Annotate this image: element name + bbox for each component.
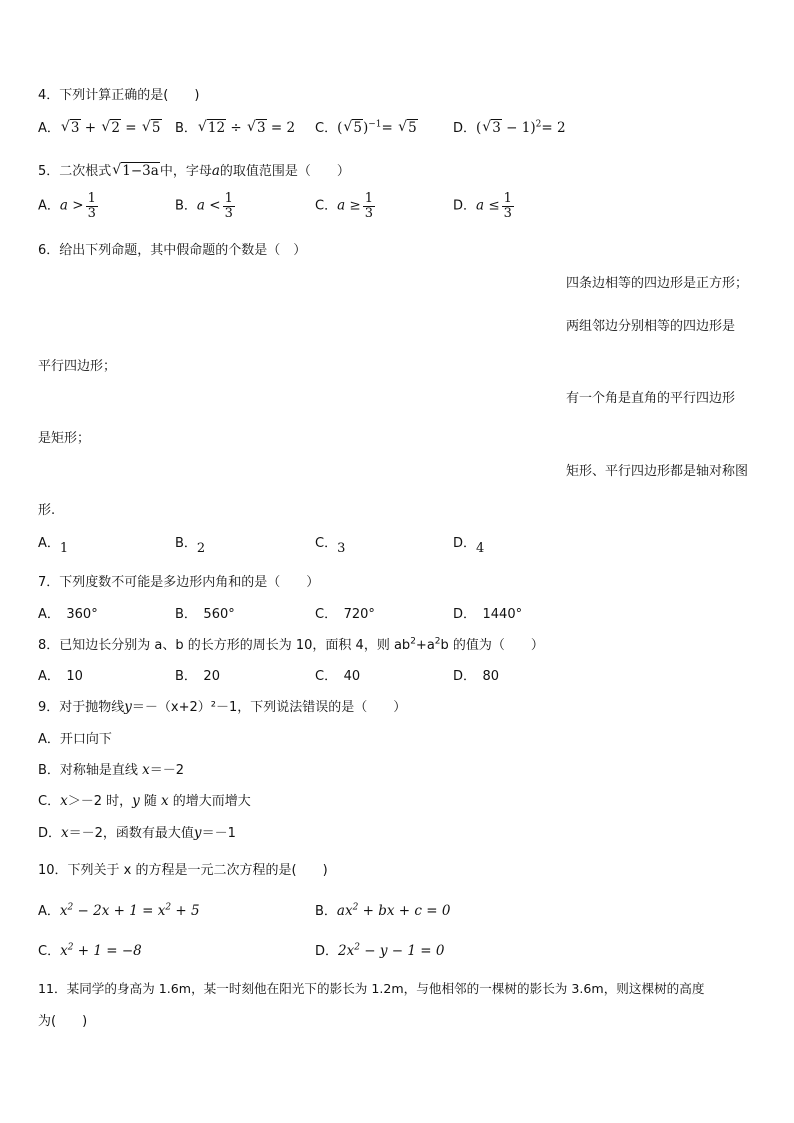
q10-option-b: B．$ax^2$ + bx + c = 0: [315, 902, 451, 919]
q6-option-b: B．2: [175, 536, 206, 556]
question-6-stem: 6．给出下列命题，其中假命题的个数是（ ）: [38, 243, 307, 258]
q9-option-b: B．对称轴是直线 x＝－2: [38, 762, 184, 778]
q5-option-b: B．a < $\frac{1}{3}$: [175, 191, 233, 221]
q7-option-d: D． 1440°: [453, 607, 523, 622]
question-11-stem-line1: 11．某同学的身高为 1.6m，某一时刻他在阳光下的影长为 1.2m，与他相邻的一棵树的影长为 3.6m，则这棵树的高度: [38, 981, 705, 996]
q6-proposition-4b: 形.: [38, 503, 56, 518]
q8-option-c: C． 40: [315, 669, 361, 684]
q6-proposition-3b: 是矩形；: [38, 431, 91, 446]
q5-option-c: C．a ≥ $\frac{1}{3}$: [315, 191, 374, 221]
q6-proposition-2b: 平行四边形；: [38, 359, 117, 374]
question-7-stem: 7．下列度数不可能是多边形内角和的是（ ）: [38, 575, 320, 590]
q8-option-b: B． 20: [175, 669, 220, 684]
q6-proposition-2a: 两组邻边分别相等的四边形是: [566, 319, 736, 334]
q7-option-b: B． 560°: [175, 607, 235, 622]
question-5-stem: 5．二次根式√ 1−3a中，字母a的取值范围是（ ）: [38, 160, 350, 179]
q6-option-a: A．1: [38, 536, 69, 556]
q6-proposition-3a: 有一个角是直角的平行四边形: [566, 391, 736, 406]
q7-option-c: C． 720°: [315, 607, 375, 622]
question-4-stem: 4．下列计算正确的是( ): [38, 88, 200, 103]
q9-option-d: D．x＝－2，函数有最大值y＝－1: [38, 825, 236, 841]
question-11-stem-line2: 为( ): [38, 1014, 88, 1029]
q4-option-b: B．√ 12 ÷ √ 3 = 2: [175, 117, 295, 136]
q7-option-a: A． 360°: [38, 607, 98, 622]
q4-option-a: A．√ 3 + √ 2 = √ 5: [38, 117, 162, 136]
q5-option-d: D．a ≤ $\frac{1}{3}$: [453, 191, 512, 221]
q4-option-c: C．(√ 5)$^{-1}$= √ 5: [315, 117, 418, 136]
q10-option-d: D．$2x^2 - y - 1 = 0$: [315, 942, 445, 959]
question-8-stem: 8．已知边长分别为 a、b 的长方形的周长为 10，面积 4，则 $ab^2+a^2b$ 的值为（ ）: [38, 636, 544, 653]
q9-option-c: C．x＞－2 时，y 随 x 的增大而增大: [38, 793, 251, 809]
q6-option-d: D．4: [453, 536, 485, 556]
q8-option-a: A． 10: [38, 669, 83, 684]
q6-proposition-1: 四条边相等的四边形是正方形；: [566, 276, 749, 291]
q6-option-c: C．3: [315, 536, 346, 556]
q8-option-d: D． 80: [453, 669, 500, 684]
q5-option-a: A．a > $\frac{1}{3}$: [38, 191, 96, 221]
q6-proposition-4a: 矩形、平行四边形都是轴对称图: [566, 464, 749, 479]
q9-option-a: A．开口向下: [38, 732, 112, 747]
question-10-stem: 10．下列关于 x 的方程是一元二次方程的是( ): [38, 863, 328, 878]
q10-option-c: C．$x^2 + 1 = -8$: [38, 942, 142, 959]
q4-option-d: D．(√ 3 − 1)$^2$= 2: [453, 117, 566, 136]
question-9-stem: 9．对于抛物线y＝－（x+2）²－1，下列说法错误的是（ ）: [38, 699, 407, 715]
q10-option-a: A．$x^2 - 2x + 1 = x^2 + 5$: [38, 902, 200, 919]
